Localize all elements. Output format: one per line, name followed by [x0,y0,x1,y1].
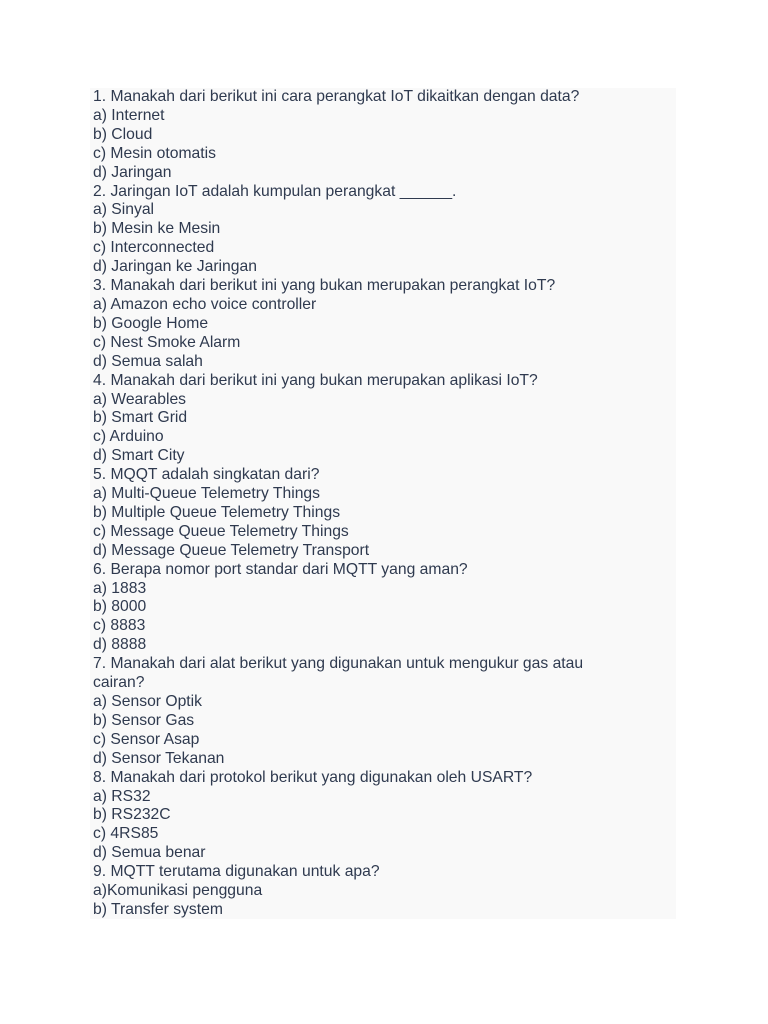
answer-option: d) Jaringan [93,163,172,181]
answer-option: c) Mesin otomatis [93,144,216,162]
question-line: 7. Manakah dari alat berikut yang digunakan untuk mengukur gas atau [93,655,584,673]
answer-option: b) Google Home [93,314,209,332]
answer-option: a)Komunikasi pengguna [93,882,263,900]
answer-option: a) Internet [93,106,165,124]
question-line: 5. MQQT adalah singkatan dari? [93,466,320,484]
question-line: 8. Manakah dari protokol berikut yang digunakan oleh USART? [93,768,533,786]
answer-option: d) Sensor Tekanan [93,749,225,767]
answer-option: b) Cloud [93,125,153,143]
answer-option: c) Interconnected [93,239,215,257]
answer-option: c) Sensor Asap [93,730,200,748]
answer-option: b) RS232C [93,806,171,824]
answer-option: a) RS32 [93,787,151,805]
answer-option: a) Wearables [93,390,187,408]
answer-option: c) Nest Smoke Alarm [93,333,241,351]
question-line: 3. Manakah dari berikut ini yang bukan merupakan perangkat IoT? [93,277,556,295]
answer-option: c) 4RS85 [93,825,159,843]
answer-option: b) 8000 [93,598,147,616]
answer-option: c) Arduino [93,428,164,446]
question-line: 1. Manakah dari berikut ini cara perangkat IoT dikaitkan dengan data? [93,88,580,105]
question-line: 4. Manakah dari berikut ini yang bukan merupakan aplikasi IoT? [93,371,538,389]
question-line: 9. MQTT terutama digunakan untuk apa? [93,863,380,881]
quiz-text-block [90,88,676,919]
answer-option: d) Message Queue Telemetry Transport [93,541,370,559]
answer-option: b) Sensor Gas [93,711,195,729]
answer-option: c) Message Queue Telemetry Things [93,522,349,540]
question-line-continuation: cairan? [93,674,145,692]
answer-option: a) Multi-Queue Telemetry Things [93,485,320,503]
answer-option: b) Multiple Queue Telemetry Things [93,503,341,521]
answer-option: a) Sinyal [93,201,155,219]
question-line: 6. Berapa nomor port standar dari MQTT yang aman? [93,560,468,578]
answer-option: d) Semua salah [93,352,203,370]
answer-option: a) Amazon echo voice controller [93,295,317,313]
answer-option: a) 1883 [93,579,147,597]
answer-option: b) Transfer system [93,900,223,918]
answer-option: d) Smart City [93,447,185,465]
answer-option: b) Mesin ke Mesin [93,220,221,238]
answer-option: d) Semua benar [93,844,206,862]
answer-option: b) Smart Grid [93,409,188,427]
answer-option: c) 8883 [93,617,146,635]
question-line: 2. Jaringan IoT adalah kumpulan perangkat ______. [93,182,457,200]
answer-option: d) 8888 [93,636,147,654]
answer-option: d) Jaringan ke Jaringan [93,258,257,276]
answer-option: a) Sensor Optik [93,693,202,710]
